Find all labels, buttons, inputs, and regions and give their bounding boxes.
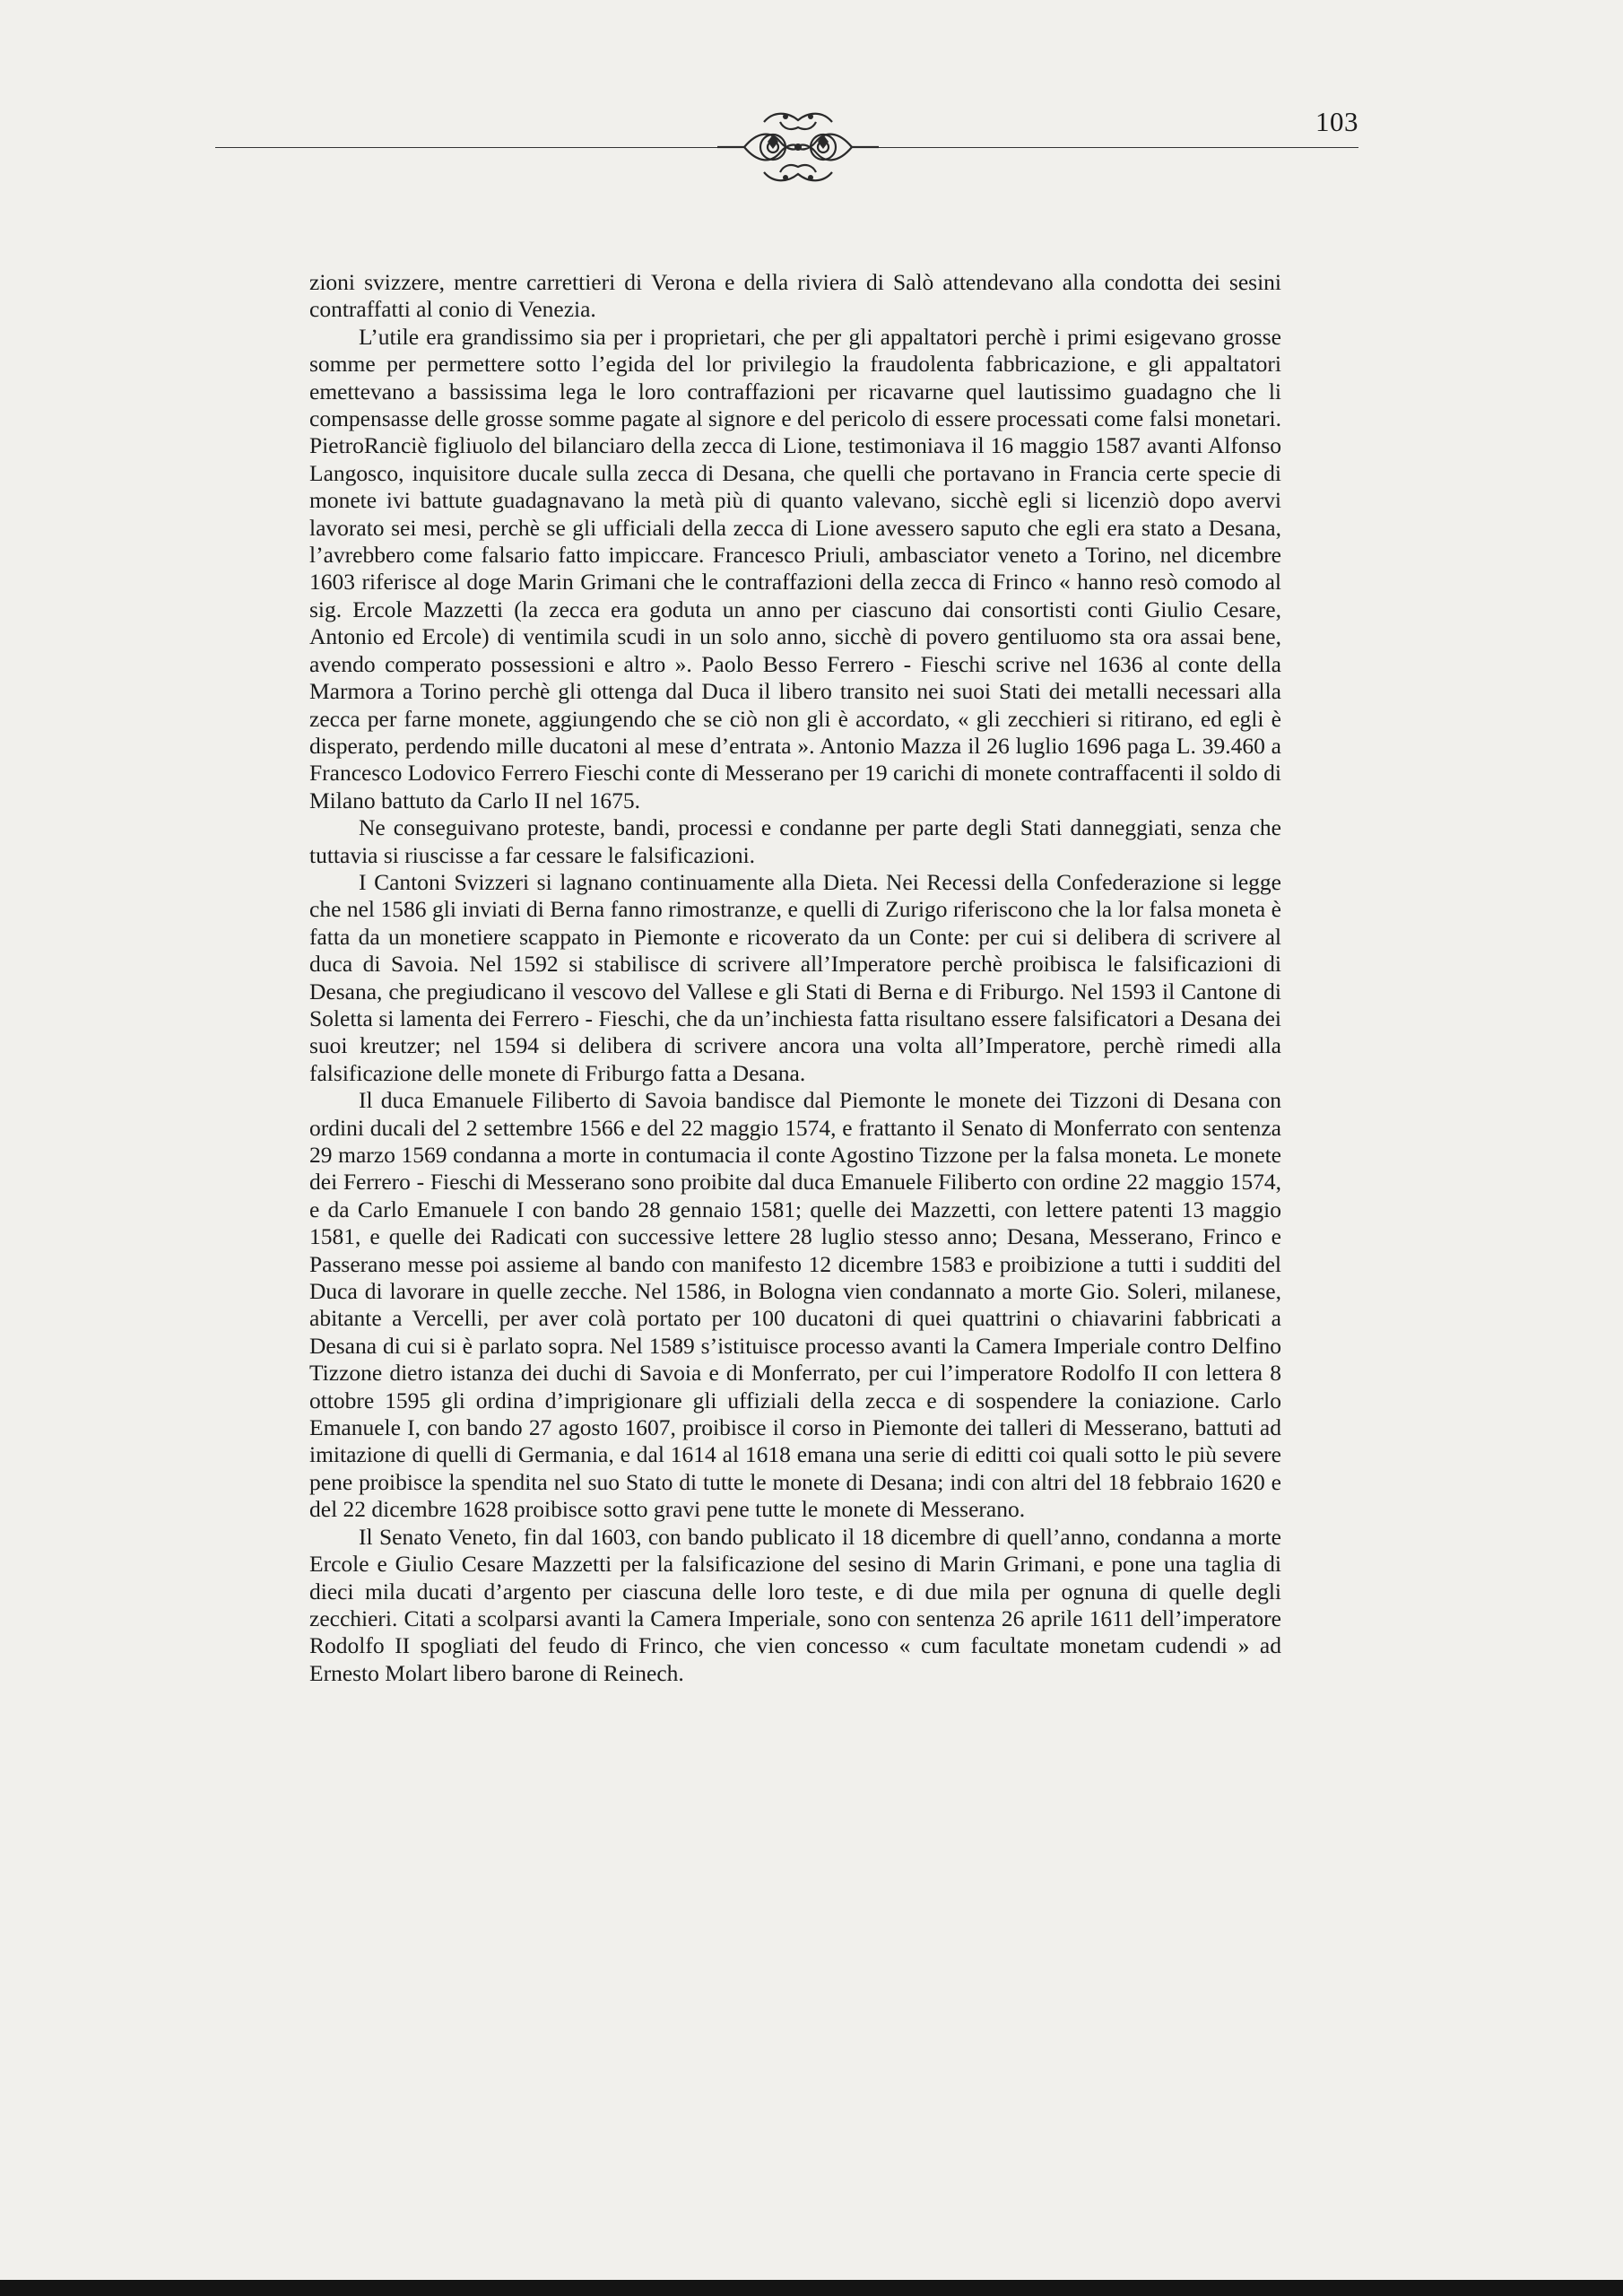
paragraph: zioni svizzere, mentre carrettieri di Verona e della riviera di Salò attendevano alla condotta dei sesini contraffatti al conio di Venezia.	[309, 269, 1281, 323]
paragraph: Ne conseguivano proteste, bandi, processi e condanne per parte degli Stati danneggiati, senza che tuttavia si riuscisse a far cessare le falsificazioni.	[309, 814, 1281, 868]
body-text	[309, 269, 1281, 1687]
scan-edge	[0, 2280, 1623, 2296]
header-rule-left	[215, 147, 717, 148]
paragraph: Il Senato Veneto, fin dal 1603, con bando publicato il 18 dicembre di quell’anno, condanna a morte Ercole e Giulio Cesare Mazzetti per la falsificazione del sesino di Marin Grimani, e pone una taglia di dieci mila ducati d’argento per ciascuna delle loro teste, e di due mila per ognuna di quelle degli zecchieri. Citati a scolparsi avanti la Camera Imperiale, sono con sentenza 26 aprile 1611 dell’imperatore Rodolfo II spogliati del feudo di Frinco, che vien concesso « cum facultate monetam cudendi » ad Ernesto Molart libero barone di Reinech.	[309, 1523, 1281, 1686]
header-rule-right	[879, 147, 1358, 148]
page-number: 103	[1315, 106, 1358, 137]
paragraph: Il duca Emanuele Filiberto di Savoia bandisce dal Piemonte le monete dei Tizzoni di Desana con ordini ducali del 2 settembre 1566 e del 22 maggio 1574, e frattanto il Senato di Monferrato con sentenza 29 marzo 1569 condanna a morte in contumacia il conte Agostino Tizzone per la falsa moneta. Le monete dei Ferrero - Fieschi di Messerano sono proibite dal duca Emanuele Filiberto con ordine 22 maggio 1574, e da Carlo Emanuele I con bando 28 gennaio 1581; quelle dei Mazzetti, con lettere patenti 13 maggio 1581, e quelle dei Radicati con successive lettere 28 luglio stesso anno; Desana, Messerano, Frinco e Passerano messe poi assieme al bando con manifesto 12 dicembre 1583 e proibizione a tutti i sudditi del Duca di lavorare in quelle zecche. Nel 1586, in Bologna vien condannato a morte Gio. Soleri, milanese, abitante a Vercelli, per aver colà portato per 100 ducatoni di quei quattrini o chiavarini fabbricati a Desana di cui si è parlato sopra. Nel 1589 s’istituisce processo avanti la Camera Imperiale contro Delfino Tizzone dietro istanza dei duchi di Savoia e di Monferrato, per cui l’imperatore Rodolfo II con lettera 8 ottobre 1595 gli ordina d’imprigionare gli uffiziali della zecca e di sospendere la coniazione. Carlo Emanuele I, con bando 27 agosto 1607, proibisce il corso in Piemonte dei talleri di Messerano, battuti ad imitazione di quelli di Germania, e dal 1614 al 1618 emana una serie di editti coi quali sotto le più severe pene proibisce la spendita nel suo Stato di tutte le monete di Desana; indi con altri del 18 febbraio 1620 e del 22 dicembre 1628 proibisce sotto gravi pene tutte le monete di Messerano.	[309, 1087, 1281, 1523]
page-header	[215, 90, 1358, 179]
paragraph: L’utile era grandissimo sia per i proprietari, che per gli appaltatori perchè i primi esigevano grosse somme per permettere sotto l’egida del lor privilegio la fraudolenta fabbricazione, e gli appaltatori emettevano a bassissima lega le loro contraffazioni per ricavarne quel lautissimo guadagno che li compensasse delle grosse somme pagate al signore e del pericolo di essere processati come falsi monetari. PietroRanciè figliuolo del bilanciaro della zecca di Lione, testimoniava il 16 maggio 1587 avanti Alfonso Langosco, inquisitore ducale sulla zecca di Desana, che quelli che portavano in Francia certe specie di monete ivi battute guadagnavano la metà più di quanto valevano, sicchè egli si licenziò dopo avervi lavorato sei mesi, perchè se gli ufficiali della zecca di Lione avessero saputo che egli era stato a Desana, l’avrebbero come falsario fatto impiccare. Francesco Priuli, ambasciator veneto a Torino, nel dicembre 1603 riferisce al doge Marin Grimani che le contraffazioni della zecca di Frinco « hanno resò comodo al sig. Ercole Mazzetti (la zecca era goduta un anno per ciascuno dai consortisti conti Giulio Cesare, Antonio ed Ercole) di ventimila scudi in un solo anno, sicchè di povero gentiluomo sta ora assai bene, avendo comperato possessioni e altro ». Paolo Besso Ferrero - Fieschi scrive nel 1636 al conte della Marmora a Torino perchè gli ottenga dal Duca il libero transito nei suoi Stati dei metalli necessari alla zecca per farne monete, aggiungendo che se ciò non gli è accordato, « gli zecchieri si ritirano, ed egli è disperato, perdendo mille ducatoni al mese d’entrata ». Antonio Mazza il 26 luglio 1696 paga L. 39.460 a Francesco Lodovico Ferrero Fieschi conte di Messerano per 19 carichi di monete contraffacenti il soldo di Milano battuto da Carlo II nel 1675.	[309, 323, 1281, 813]
paragraph: I Cantoni Svizzeri si lagnano continuamente alla Dieta. Nei Recessi della Confederazione si legge che nel 1586 gli inviati di Berna fanno rimostranze, e quelli di Zurigo riferiscono che la lor falsa moneta è fatta da un monetiere scappato in Piemonte e ricoverato da un Conte: per cui si delibera di scrivere al duca di Savoia. Nel 1592 si stabilisce di scrivere all’Imperatore perchè proibisca le falsificazioni di Desana, che pregiudicano il vescovo del Vallese e gli Stati di Berna e di Friburgo. Nel 1593 il Cantone di Soletta si lamenta dei Ferrero - Fieschi, che da un’inchiesta fatta risultano essere falsificatori a Desana dei suoi kreutzer; nel 1594 si delibera di scrivere ancora una volta all’Imperatore, perchè rimedi alla falsificazione delle monete di Friburgo fatta a Desana.	[309, 868, 1281, 1086]
floral-ornament-icon	[717, 104, 879, 190]
